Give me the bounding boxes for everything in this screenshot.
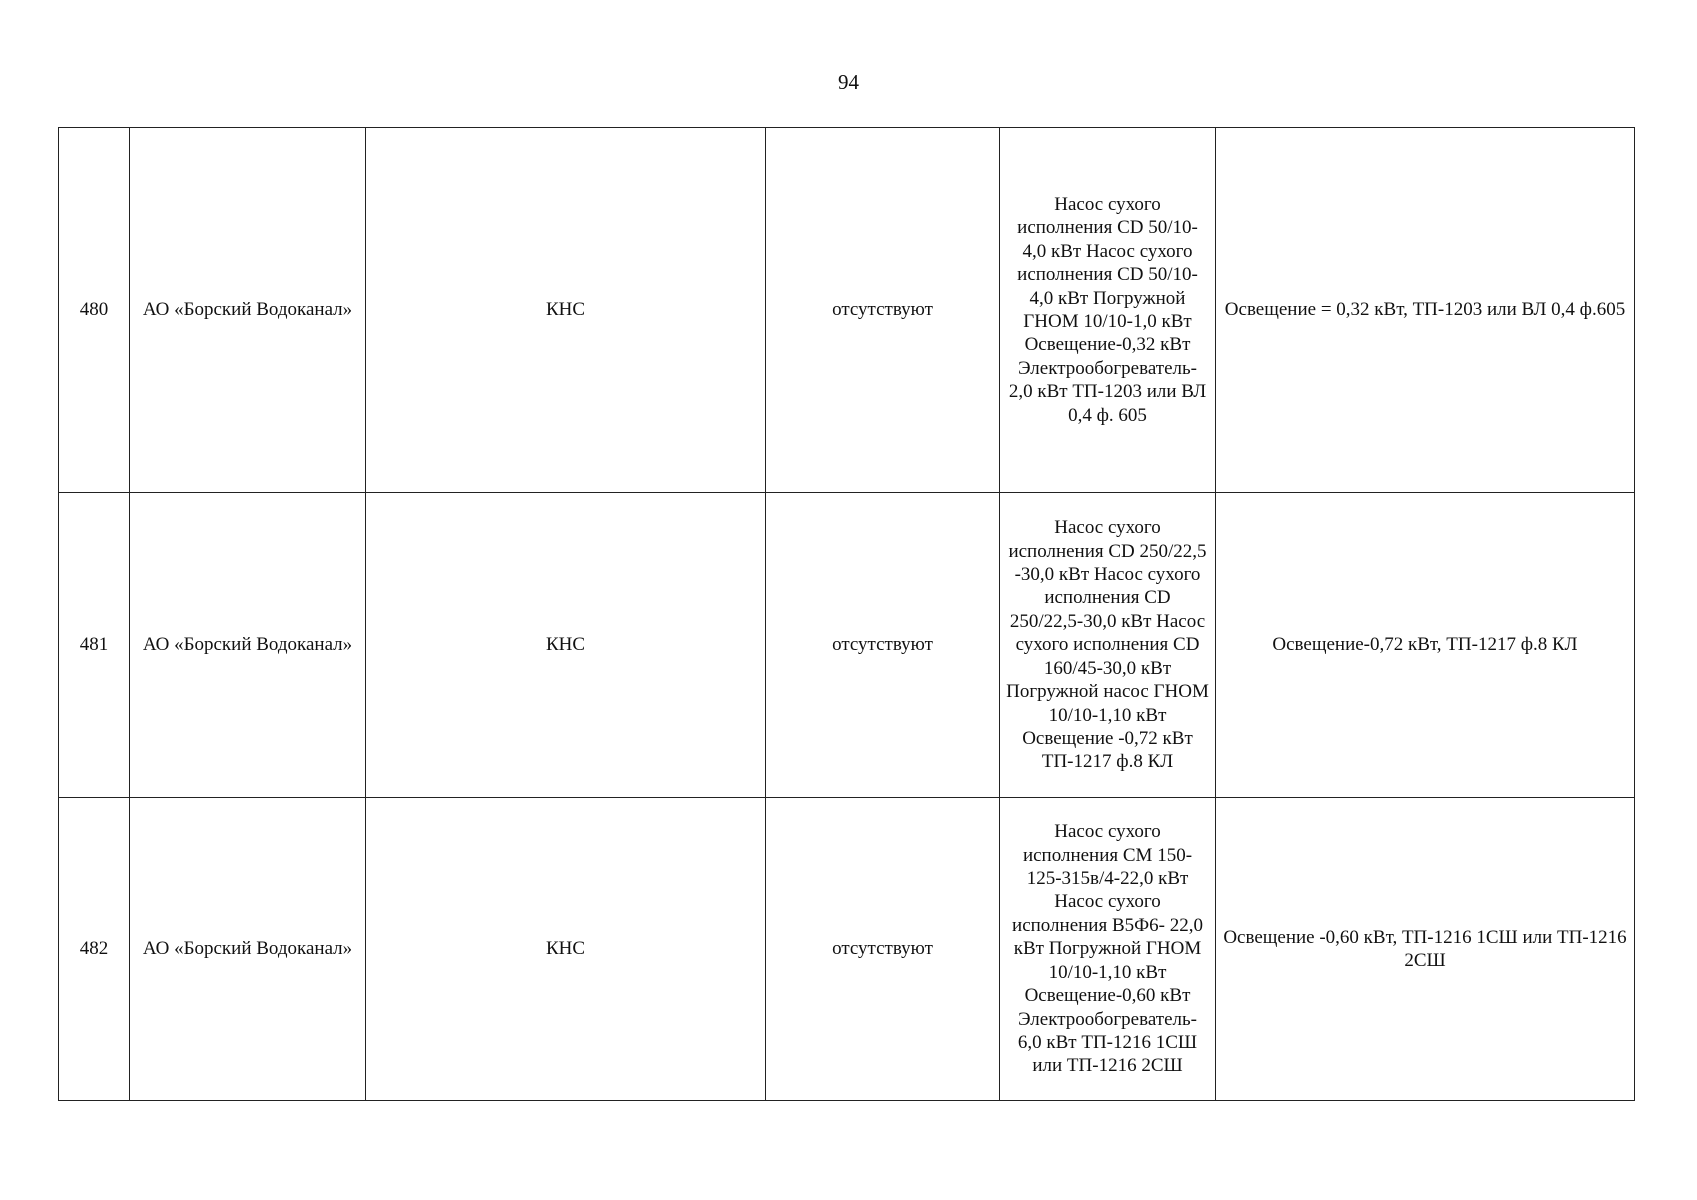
row-number-cell: 482 <box>59 798 130 1101</box>
row-number-cell: 480 <box>59 128 130 493</box>
table-row <box>59 798 1635 1101</box>
object-cell: КНС <box>366 798 766 1101</box>
power-supply-cell: Освещение = 0,32 кВт, ТП-1203 или ВЛ 0,4 ф.605 <box>1216 128 1635 493</box>
table-row <box>59 493 1635 798</box>
organization-cell: АО «Борский Водоканал» <box>130 493 366 798</box>
equipment-cell: Насос сухого исполнения СМ 150- 125-315в/4-22,0 кВт Насос сухого исполнения В5Ф6- 22,0 кВт Погружной ГНОМ 10/10-1,10 кВт Освещение-0,60 кВт Электрообогреватель- 6,0 кВт ТП-1216 1СШ или ТП-1216 2СШ <box>1000 798 1216 1101</box>
row-number-cell: 481 <box>59 493 130 798</box>
equipment-cell: Насос сухого исполнения CD 50/10- 4,0 кВт Насос сухого исполнения CD 50/10- 4,0 кВт Погружной ГНОМ 10/10-1,0 кВт Освещение-0,32 кВт Электрообогреватель- 2,0 кВт ТП-1203 или ВЛ 0,4 ф. 605 <box>1000 128 1216 493</box>
equipment-cell: Насос сухого исполнения CD 250/22,5 -30,0 кВт Насос сухого исполнения CD 250/22,5-30,0 кВт Насос сухого исполнения CD 160/45-30,0 кВт Погружной насос ГНОМ 10/10-1,10 кВт Освещение -0,72 кВт ТП-1217 ф.8 КЛ <box>1000 493 1216 798</box>
organization-cell: АО «Борский Водоканал» <box>130 128 366 493</box>
organization-cell: АО «Борский Водоканал» <box>130 798 366 1101</box>
power-supply-cell: Освещение -0,60 кВт, ТП-1216 1СШ или ТП-1216 2СШ <box>1216 798 1635 1101</box>
power-supply-cell: Освещение-0,72 кВт, ТП-1217 ф.8 КЛ <box>1216 493 1635 798</box>
status-cell: отсутствуют <box>766 798 1000 1101</box>
status-cell: отсутствуют <box>766 128 1000 493</box>
object-cell: КНС <box>366 493 766 798</box>
status-cell: отсутствуют <box>766 493 1000 798</box>
object-cell: КНС <box>366 128 766 493</box>
page-number: 94 <box>838 70 859 94</box>
data-table <box>58 127 1635 1101</box>
table-row <box>59 128 1635 493</box>
